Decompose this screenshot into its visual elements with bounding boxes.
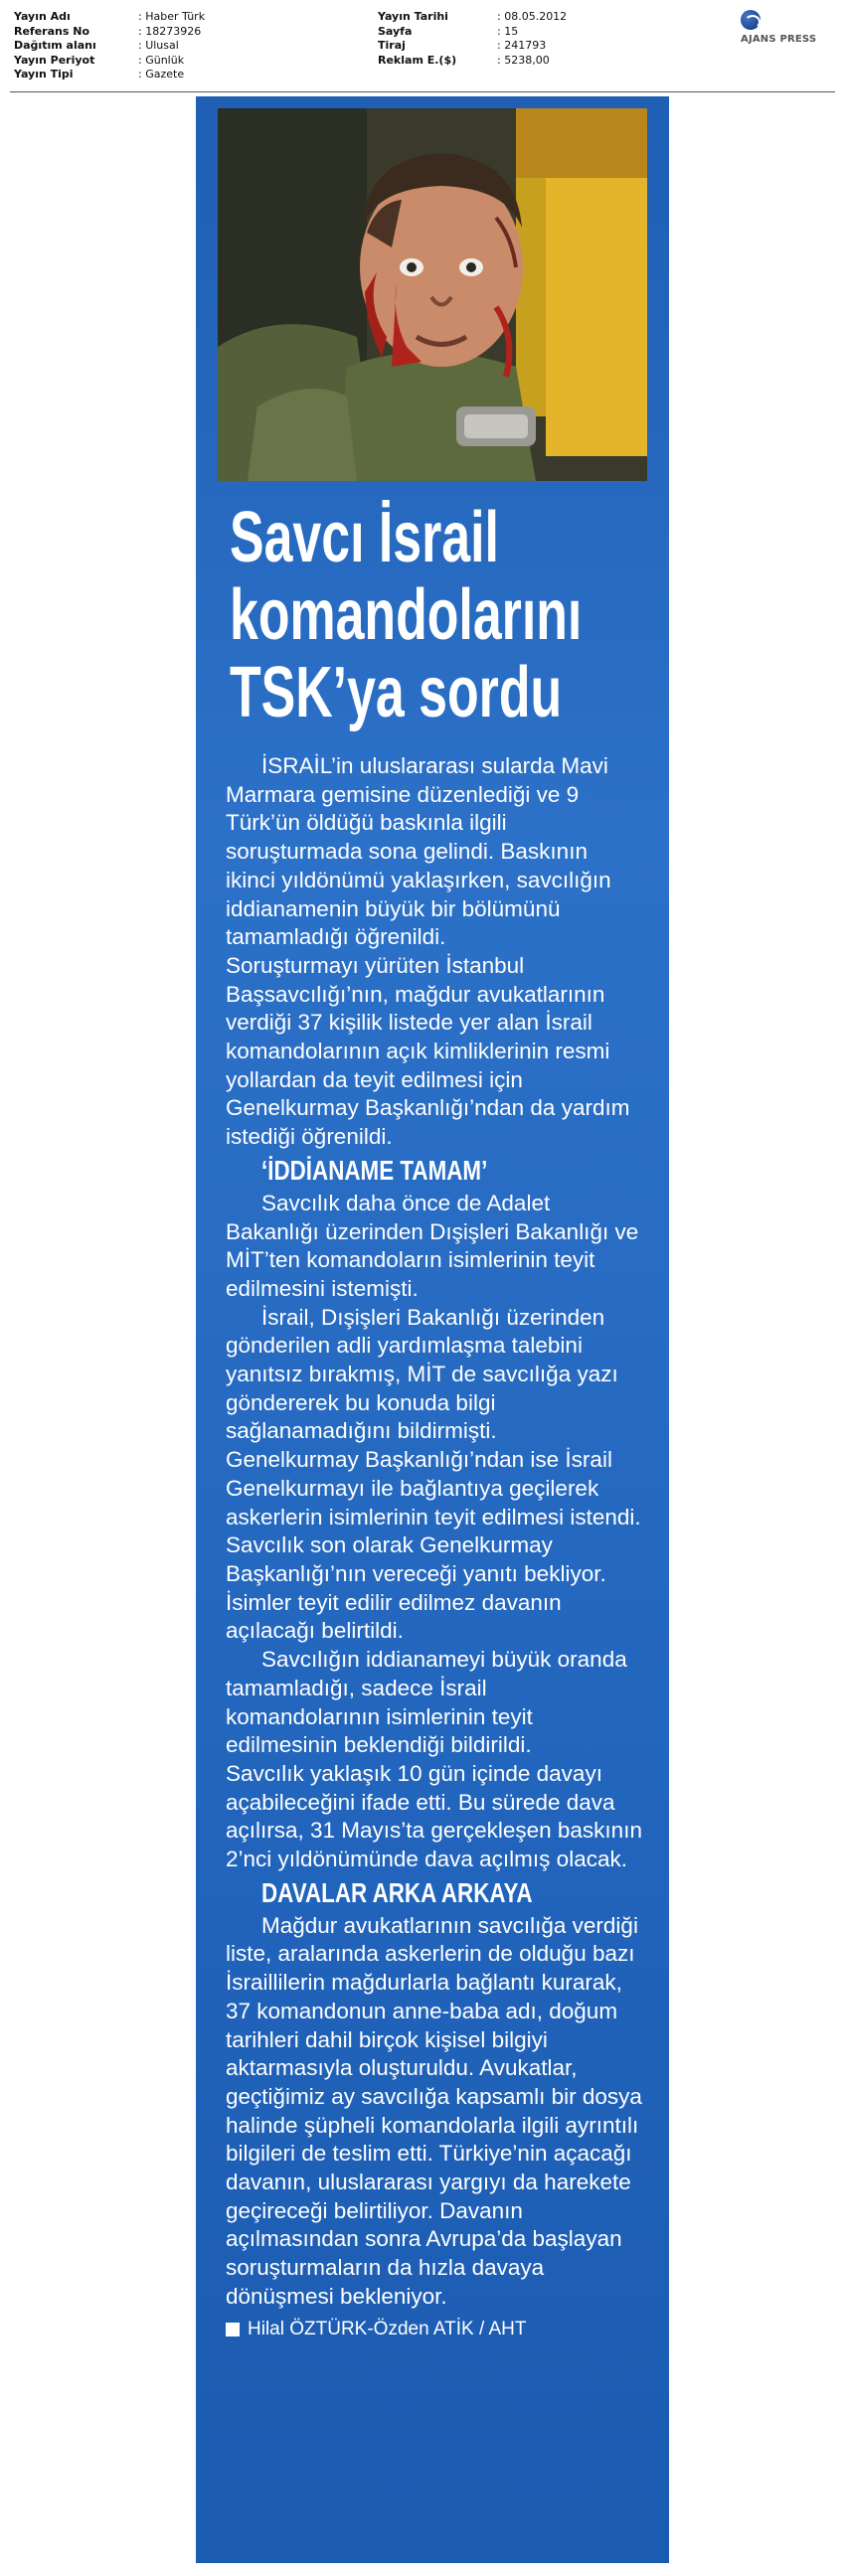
paragraph: İsrail, Dışişleri Bakanlığı üzerinden gönderilen adli yardımlaşma talebini yanıtsız bırakmış, MİT de savcılığa yazı göndererek bu konuda bilgi sağlanamadığını bildirmişti. [226, 1304, 618, 1444]
headline-line: Savcı İsrail [230, 498, 499, 577]
meta-label: Referans No [14, 24, 89, 38]
meta-label: Yayın Tipi [14, 68, 74, 80]
meta-row [14, 10, 337, 25]
paragraph: İSRAİL’in uluslararası sularda Mavi Marmara gemisine düzenlediği ve 9 Türk’ün öldüğü baskınla ilgili soruşturmada sona gelindi. Baskının ikinci yıldönümü yaklaşırken, savcılığın iddianamenin büyük bir bölümünü tamamladığı öğrenildi. [226, 753, 611, 950]
paragraph: Genelkurmay Başkanlığı’ndan ise İsrail Genelkurmayı ile bağlantıya geçilerek askerlerin isimlerinin teyit edilmesi istendi. Savcılık son olarak Genelkurmay Başkanlığı’nın vereceği yanıtı bekliyor. İsimler teyit edilir edilmez davanın açılacağı belirtildi. [226, 1447, 641, 1644]
byline-square-icon [226, 2323, 240, 2336]
meta-row [14, 68, 337, 82]
meta-row [14, 25, 337, 40]
clipping-header [0, 0, 845, 94]
meta-label: Yayın Adı [14, 10, 71, 23]
meta-label: Yayın Periyot [14, 53, 95, 67]
article-body [226, 752, 643, 2343]
header-divider [10, 91, 835, 92]
headline [230, 498, 583, 732]
meta-label: Reklam E.($) [378, 53, 457, 67]
paragraph: Soruşturmayı yürüten İstanbul Başsavcılığı’nın, mağdur avukatlarının verdiği 37 kişilik listede yer alan İsrail komandolarının açık kimliklerinin resmi yollardan da teyit edilmesi için Genelkurmay Başkanlığı’ndan da yardım istediği öğrenildi. [226, 952, 630, 1150]
paragraph: Mağdur avukatlarının savcılığa verdiği liste, aralarında askerlerin de olduğu bazı İsraillilerin mağdurlarla bağlantı kurarak, 37 komandonun anne-baba adı, doğum tarihleri dahil birçok kişisel bilgiyi aktarmasıyla oluşturuldu. Avukatlar, geçtiğimiz ay savcılığa kapsamlı bir dosya halinde şüpheli komandolarla ilgili ayrıntılı bilgileri de teslim etti. Türkiye’nin açacağı davanın, uluslararası yargıyı da harekete geçireceği belirtiliyor. Davanın açılmasından sonra Avrupa’da başlayan soruşturmaların da hızla davaya dönüşmesi bekleniyor. [226, 1912, 642, 2309]
subheading: ‘İDDİANAME TAMAM’ [261, 1154, 488, 1186]
meta-value: : Haber Türk [138, 10, 206, 23]
paragraph: Savcılığın iddianameyi büyük oranda tamamladığı, sadece İsrail komandolarının isimlerinin teyit edilmesinin beklendiği bildirildi. [226, 1647, 627, 1758]
paragraph: Savcılık yaklaşık 10 gün içinde davayı açabileceğini ifade etti. Bu sürede dava açılırsa, 31 Mayıs’ta gerçekleşen baskının 2’nci yıldönümünde dava açılmış olacak. [226, 1760, 642, 1872]
publication-meta-left [14, 10, 337, 82]
soldier-photo-illustration [218, 108, 647, 481]
meta-value: : 15 [497, 24, 519, 38]
meta-row [14, 39, 337, 54]
meta-value: : 241793 [497, 39, 547, 52]
logo-text: AJANS PRESS [741, 34, 817, 45]
meta-row [378, 39, 646, 54]
meta-label: Dağıtım alanı [14, 39, 96, 52]
ajans-press-logo [741, 10, 835, 50]
meta-value: : 18273926 [138, 24, 202, 38]
byline [226, 2316, 643, 2344]
publication-meta-right [378, 10, 646, 68]
meta-value: : 08.05.2012 [497, 10, 568, 23]
meta-label: Sayfa [378, 24, 413, 38]
paragraph: Savcılık daha önce de Adalet Bakanlığı üzerinden Dışişleri Bakanlığı ve MİT’ten komandoların isimlerinin teyit edilmesini istemişti. [226, 1190, 639, 1301]
article-photo [218, 108, 647, 481]
headline-line: komandolarını [230, 575, 583, 655]
meta-label: Tiraj [378, 39, 406, 52]
ajans-press-logo-icon [741, 10, 760, 30]
meta-value: : Gazete [138, 68, 185, 80]
meta-row [378, 25, 646, 40]
meta-value: : Ulusal [138, 39, 179, 52]
headline-line: TSK’ya sordu [230, 653, 563, 732]
meta-label: Yayın Tarihi [378, 10, 448, 23]
meta-row [378, 10, 646, 25]
subheading: DAVALAR ARKA ARKAYA [261, 1876, 533, 1908]
byline-text: Hilal ÖZTÜRK-Özden ATİK / AHT [248, 2318, 527, 2339]
meta-value: : Günlük [138, 53, 185, 67]
meta-row [378, 54, 646, 69]
meta-row [14, 54, 337, 69]
meta-value: : 5238,00 [497, 53, 550, 67]
article-clipping [196, 96, 669, 2563]
